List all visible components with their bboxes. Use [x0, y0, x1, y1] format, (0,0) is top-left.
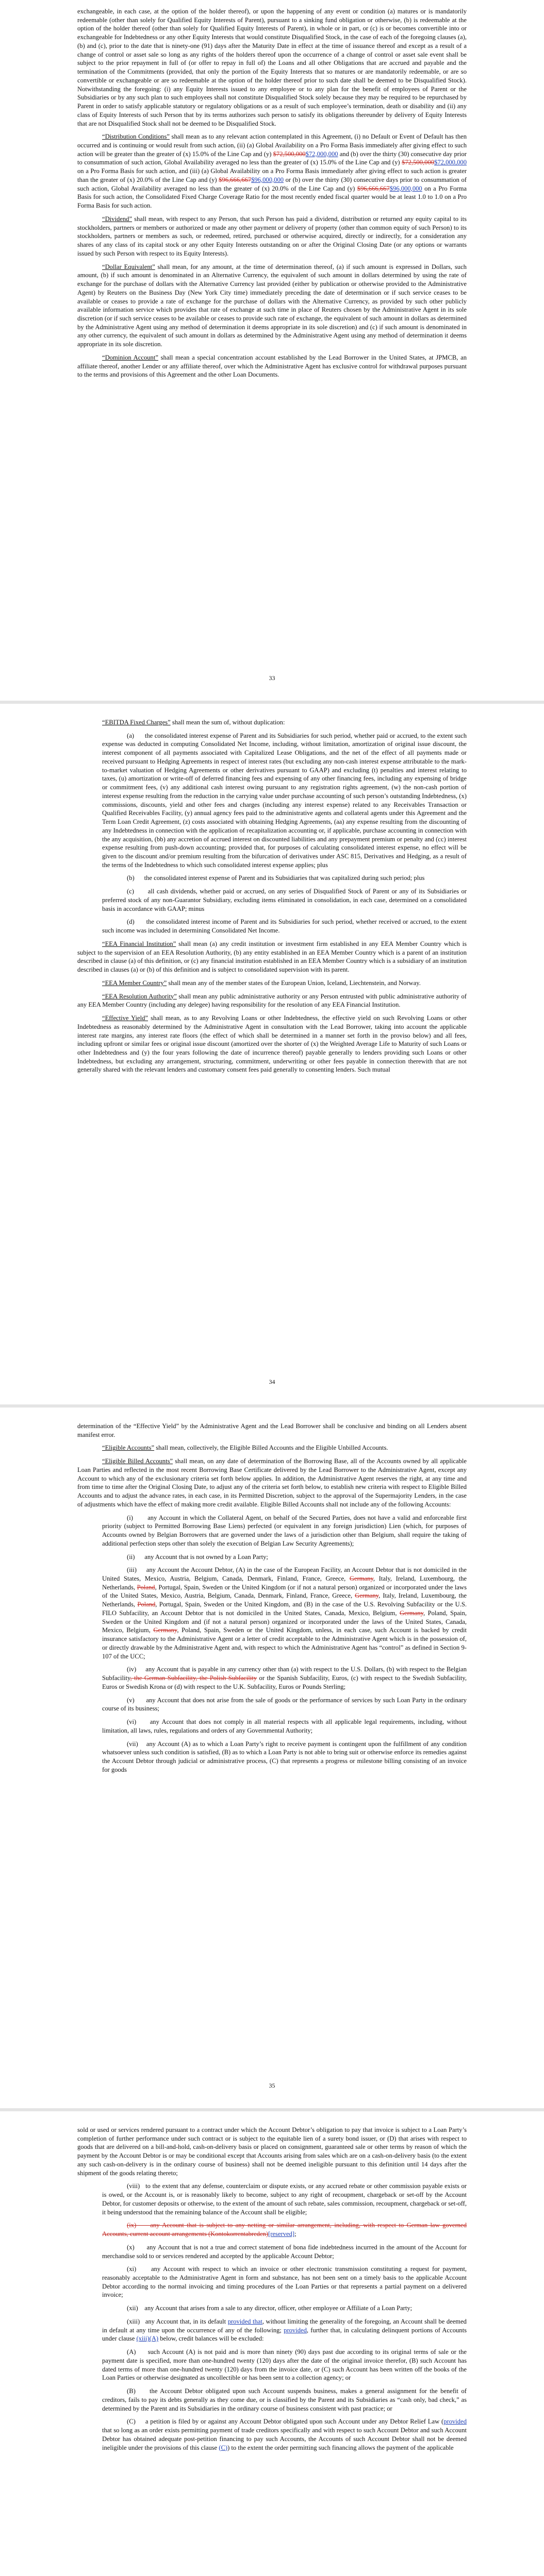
deleted-text: (ix) any Account that is subject to any netting or similar arrangement, including, with respect to German law governed Accounts, current account arrangements (Kontokorrentabreden)	[102, 2222, 467, 2238]
def-dividend	[77, 215, 467, 258]
def-distribution-conditions	[77, 132, 467, 210]
subclause-c	[77, 2417, 467, 2452]
clause-text: below, credit balances will be excluded:	[158, 2335, 264, 2343]
page-number: 33	[269, 674, 275, 682]
page-36	[0, 2111, 544, 2576]
def-eligible-accounts	[77, 1444, 467, 1452]
clause-text: (iv) any Account that is payable in any currency other than (a) with respect to the U.S. Dollars, (b) with respect to the Belgian Subfacility	[102, 1666, 467, 1682]
term-eligible-accounts: “Eligible Accounts”	[102, 1444, 155, 1452]
deleted-text: Poland	[137, 1583, 155, 1591]
clause-iv	[77, 1665, 467, 1691]
clause-text: , Portugal, Spain, Sweden or the United Kingdom (or if not a natural person) organized or incorporated under the laws of the United States, Mexico, Austria, Belgium, Canada, Denmark, Finland, France, Greece,	[102, 1583, 467, 1600]
clause-b: (b) the consolidated interest expense of Parent and its Subsidiaries that was capitalized during such period; plus	[127, 874, 425, 882]
def-text: shall mean, collectively, the Eligible Billed Accounts and the Eligible Unbilled Accounts.	[154, 1444, 388, 1452]
term-effective-yield: “Effective Yield”	[102, 1014, 149, 1022]
inserted-text: provided	[443, 2418, 467, 2426]
subclause-b: (B) the Account Debtor obligated upon such Account suspends business, makes a general assignment for the benefit of creditors, fails to pay its debts generally as they come due, or is classified by the Parent and its Subsidiaries as “cash only, bad check,” as determined by the Parent and its Subsidiaries in the ordinary course of business consistent with past practice; or	[102, 2387, 467, 2412]
deleted-text: Poland	[137, 1601, 156, 1608]
def-text: shall mean, for any amount, at the time of determination thereof, (a) if such amount is expressed in Dollars, such amount, (b) if such amount is denominated in an Alternative Currency, the equivalent of such amount in dollars determined by using the rate of exchange for the purchase of dollars with the Alternative Currency last provided (either by publication or otherwise provided to the Administrative Agent) by Reuters on the Business Day (New York City time) immediately preceding the date of determination or if such service ceases to be available or ceases to provide a rate of exchange for the purchase of dollars with the Alternative Currency, as provided by such other publicly available information service which provides that rate of exchange at such time in place of Reuters chosen by the Administrative Agent in its sole discretion (or if such service ceases to be available or ceases to provide such rate of exchange, the equivalent of such amount in dollars as determined by the Administrative Agent using any method of determination it deems appropriate in its sole discretion) and (c) if such amount is denominated in any other currency, the equivalent of such amount in dollars as determined by the Administrative Agent using any method of determination it deems appropriate in its sole discretion.	[77, 263, 467, 348]
deleted-text: $72,500,000	[273, 150, 306, 158]
page-33	[0, 0, 544, 701]
deleted-text: Germany	[399, 1609, 423, 1617]
def-text: on a Pro Forma Basis for such action, and (iii) (a) Global Availability on a Pro Forma Basis immediately after giving effect to such action is greater than the greater of (x) 20.0% of the Line Cap and (y)	[77, 167, 467, 183]
effective-yield-continuation: determination of the “Effective Yield” by the Administrative Agent and the Lead Borrower shall be conclusive and binding on all Lenders absent manifest error.	[77, 1422, 467, 1438]
clause-d: (d) the consolidated interest income of Parent and its Subsidiaries for such period, whether received or accrued, to the extent such income was included in determining Consolidated Net Income.	[102, 918, 467, 935]
clause-text: , without limiting the generality of the foregoing, an Account shall be deemed in default at any time upon the occurrence of any of the following;	[102, 2317, 467, 2334]
clause-vii-continuation: sold or used or services rendered pursuant to a contract under which the Account Debtor’s obligation to pay that invoice is subject to a Loan Party’s completion of further performance under such contract or is subject to the equitable lien of a surety bond issuer, or (D) that arises with respect to goods that are delivered on a bill-and-hold, cash-on-delivery basis or placed on consignment, guaranteed sale or other terms by reason of which the payment by the Account Debtor is or may be conditional except that Accounts arising from sales which are on a cash-on-delivery basis (to the extent any such cash-on-delivery is in the ordinary course of business) shall not be deemed ineligible pursuant to this definition until 14 days after the shipment of the goods relating thereto;	[77, 2126, 467, 2177]
term-eligible-billed-accounts: “Eligible Billed Accounts”	[102, 1458, 173, 1465]
inserted-text: (xiii)(A)	[136, 2335, 159, 2343]
clause-viii: (viii) to the extent that any defense, counterclaim or dispute exists, or any accrued rebate or other commission payable exists or is owed, or the Account is, or is reasonably likely to become, subject to any right of recoupment, chargeback or set-off by the Account Debtor, for customer deposits or otherwise, to the extent of the amount of such rebate, sales commission, recoupment, chargeback or set-off, it being understood that the remaining balance of the Account shall be eligible;	[102, 2182, 467, 2216]
clause-text: (C) a petition is filed by or against any Account Debtor obligated upon such Account under any Debtor Relief Law (	[127, 2418, 444, 2426]
clause-text: (xiii) any Account that, in its default	[127, 2317, 228, 2325]
clause-iii	[77, 1566, 467, 1660]
clause-i: (i) any Account in which the Collateral Agent, on behalf of the Secured Parties, does not have a valid and enforceable first priority (subject to Permitted Borrowing Base Liens) perfected (or equivalent in any foreign jurisdiction) Lien (which, for purposes of Accounts owned by Belgian Borrowers that are governed under the laws of a jurisdiction other than Belgium, shall require the taking of additional perfection steps other than solely the execution of Belgian Law Security Agreements);	[102, 1514, 467, 1547]
term-dividend: “Dividend”	[102, 215, 133, 223]
def-text: shall mean the sum of, without duplication:	[170, 719, 285, 726]
def-text: shall mean (a) any credit institution or investment firm established in any EEA Member Country which is subject to the supervision of an EEA Resolution Authority, (b) any entity established in an EEA Member Country which is a parent of an institution described in clause (a) of this definition, or (c) any financial institution established in an EEA Member Country which is a subsidiary of an institution described in clauses (a) or (b) of this definition and is subject to consolidated supervision with its parent.	[77, 940, 467, 974]
def-ebitda-fixed-charges	[77, 718, 467, 727]
def-text: or (b) over the thirty (30) consecutive days prior to consummation of such action, Global Availability averaged no less than the greater of (x) 20.0% of the Line Cap and (y)	[77, 176, 467, 192]
page-34	[0, 704, 544, 1404]
subclause-a: (A) such Account (A) is not paid and is more than ninety (90) days past due according to its original terms of sale or the payment date is specified, more than one-hundred twenty (120) days after the date of the original invoice therefor, (B) such Account has dated terms of more than one-hundred twenty (120) days from the invoice date, or (C) such Account has been written off the books of the Loan Parties or otherwise designated as uncollectible or has been sent to a collection agency; or	[102, 2348, 467, 2382]
clause-ix	[77, 2221, 467, 2238]
clause-vii: (vii) any Account (A) as to which a Loan Party’s right to receive payment is contingent upon the fulfillment of any condition whatsoever unless such condition is satisfied, (B) as to which a Loan Party is not able to bring suit or otherwise enforce its remedies against the Account Debtor through judicial or administrative process, (C) that represents a progress or milestone billing consisting of an invoice for goods	[102, 1740, 467, 1773]
disqualified-stock-continuation: exchangeable, in each case, at the option of the holder thereof), or upon the happening of any event or condition (a) matures or is mandatorily redeemable (other than solely for Qualified Equity Interests of Parent), pursuant to a sinking fund obligation or otherwise, (b) is redeemable at the option of the holder thereof (other than solely for Qualified Equity Interests of Parent), in whole or in part, or (c) is or becomes convertible into or exchangeable for Indebtedness or any other Equity Interests that would constitute Disqualified Stock, in the case of each of the foregoing clauses (a), (b) and (c), prior to the date that is ninety-one (91) days after the Maturity Date in effect at the time of issuance thereof and except as a result of a change of control or asset sale so long as any rights of the holders thereof upon the occurrence of a change of control or asset sale event shall be subject to the prior repayment in full of (or offer to repay in full of) the Loans and all other Obligations that are accrued and payable and the termination of the Commitments (provided, that only the portion of the Equity Interests that so matures or are mandatorily redeemable, or are so convertible or exchangeable or are so redeemable at the option of the holder thereof prior to such date shall be deemed to be Disqualified Stock). Notwithstanding the foregoing: (i) any Equity Interests issued to any employee or to any plan for the benefit of employees of Parent or the Subsidiaries or by any such plan to such employees shall not constitute Disqualified Stock solely because they may be required to be repurchased by Parent in order to satisfy applicable statutory or regulatory obligations or as a result of such employee’s termination, death or disability and (ii) any class of Equity Interests of such Person that by its terms authorizes such person to satisfy its obligations thereunder by delivery of Equity Interests that are not Disqualified Stock shall not be deemed to be Disqualified Stock.	[77, 8, 467, 127]
def-text: shall mean, as to any Revolving Loans or other Indebtedness, the effective yield on such Revolving Loans or other Indebtedness as reasonably determined by the Administrative Agent in consultation with the Lead Borrower, taking into account the applicable interest rate margins, any interest rate floors (the effect of which shall be determined in a manner set forth in the proviso below) and all fees, including upfront or similar fees or original issue discount (amortized over the shorter of (x) the Weighted Average Life to Maturity of such Loans or other Indebtedness and (y) the four years following the date of incurrence thereof) payable generally to lenders providing such Loans or other Indebtedness, but excluding any arrangement, structuring, commitment, underwriting or other fees payable in connection therewith that are not generally shared with the relevant lenders and customary consent fees paid generally to consenting lenders. Such mutual	[77, 1014, 467, 1074]
inserted-text: $96,000,000	[251, 176, 284, 183]
def-text: shall mean as to any relevant action contemplated in this Agreement, (i) no Default or Event of Default has then occurred and is continuing or would result from such action, (ii) (a) Global Availability on a Pro Forma Basis immediately after giving effect to such action will be greater than the greater of (x) 15.0% of the Line Cap and (y)	[77, 133, 467, 158]
inserted-text: $72,000,000	[305, 150, 338, 158]
def-dollar-equivalent	[77, 263, 467, 349]
term-dollar-equivalent: “Dollar Equivalent”	[102, 263, 155, 270]
clause-xii: (xii) any Account that arises from a sale to any director, officer, other employee or Affiliate of a Loan Party;	[127, 2304, 413, 2312]
deleted-text: Germany	[153, 1626, 177, 1634]
def-eea-resolution-authority	[77, 992, 467, 1009]
clause-v: (v) any Account that does not arise from the sale of goods or the performance of services by such Loan Party in the ordinary course of its business;	[102, 1696, 467, 1713]
clause-text: ) to the extent the order permitting such financing allows the payment of the applicable	[227, 2444, 454, 2451]
deleted-text: $96,666,667	[357, 184, 390, 192]
clause-a: (a) the consolidated interest expense of Parent and its Subsidiaries for such period, whether paid or accrued, to the extent such expense was deducted in computing Consolidated Net Income, including, without limitation, amortization of original issue discount, the interest component of all payments associated with Capitalized Lease Obligations, and the net of the effect of all payments made or received pursuant to Hedging Agreements in respect of interest rates (but excluding any non-cash interest expense attributable to the mark-to-market valuation of Hedging Agreements or other derivatives pursuant to GAAP) and excluding (t) penalties and interest relating to taxes, (u) amortization or write-off of deferred financing fees and expensing of any other financing fees, including any expensing of bridge or commitment fees, (v) any additional cash interest owing pursuant to any registration rights agreement, (w) the non-cash portion of interest expense resulting from the reduction in the carrying value under purchase accounting of such person’s outstanding Indebtedness, (x) commissions, discounts, yield and other fees and charges (including any interest expense) related to any Receivables Transaction or Qualified Receivables Facility, (y) annual agency fees paid to the administrative agents and collateral agents under this Agreement and the Term Loan Credit Agreement, (z) costs associated with obtaining Hedging Agreements, (aa) any expense resulting from the discounting of any Indebtedness in connection with the application of recapitalization accounting or, if applicable, purchase accounting in connection with the any acquisition, (bb) any accretion of accrued interest on discounted liabilities and any prepayment premium or penalty and (cc) interest expense resulting from push-down accounting; provided that, for purposes of calculating consolidated interest expense, no effect will be given to the discount and/or premium resulting from the bifurcation of derivatives under ASC 815, Derivatives and Hedging, as a result of the terms of the Indebtedness to which such consolidated interest expense applies; plus	[102, 732, 467, 869]
def-eea-financial-institution	[77, 940, 467, 974]
inserted-text: (C)	[219, 2444, 228, 2451]
deleted-text: $96,666,667	[219, 176, 252, 183]
clause-ii: (ii) any Account that is not owned by a Loan Party;	[127, 1553, 268, 1561]
clause-c: (c) all cash dividends, whether paid or accrued, on any series of Disqualified Stock of Parent or any of its Subsidiaries or preferred stock of any non-Guarantor Subsidiary, excluding items eliminated in consolidation, in each case, determined on a consolidated basis in accordance with GAAP; minus	[102, 888, 467, 912]
page-number: 35	[269, 2082, 275, 2089]
term-eea-financial-institution: “EEA Financial Institution”	[102, 940, 176, 947]
clause-vi: (vi) any Account that does not comply in all material respects with all applicable legal requirements, including, without limitation, all laws, rules, regulations and orders of any Governmental Authority;	[102, 1718, 467, 1734]
clause-text: ;	[294, 2230, 296, 2238]
clause-text: , Italy, Ireland, Luxembourg, the Netherlands,	[102, 1592, 467, 1608]
term-ebitda-fixed-charges: “EBITDA Fixed Charges”	[102, 719, 171, 726]
def-eea-member-country	[77, 979, 467, 988]
deleted-text: $72,500,000	[402, 159, 435, 166]
inserted-text: provided that	[227, 2317, 262, 2325]
clause-text: , Portugal, Spain, Sweden or the United Kingdom, and (B) in the case of the U.S. Revolving Subfacility or the U.S. FILO Subfacility, an Account Debtor that is not domiciled in the United States, Canada, Mexico, Belgium,	[102, 1601, 467, 1617]
deleted-text: Germany	[349, 1575, 373, 1583]
page-number: 34	[269, 1378, 275, 1385]
def-effective-yield	[77, 1014, 467, 1074]
clause-text: , Poland, Spain, Sweden or the United Kingdom, unless, in each case, such Account is backed by credit insurance satisfactory to the Administrative Agent or a letter of credit acceptable to the Administrative Agent which is in the possession of, or directly drawable by the Administrative Agent and, with respect to which the Administrative Agent has “control” as defined in Section 9-107 of the UCC;	[102, 1626, 467, 1660]
def-text: and (b) over the thirty (30) consecutive day prior to consummation of such action, Global Availability averaged no less than the greater of (x) 15.0% of the Line Cap and (y)	[77, 150, 467, 166]
inserted-text: [reserved]	[268, 2230, 295, 2238]
inserted-text: $72,000,000	[434, 159, 467, 166]
deleted-text: , the German Subfacility, the Polish Subfacility	[130, 1674, 257, 1682]
def-text: on a Pro Forma Basis for such action, the Consolidated Fixed Charge Coverage Ratio for the most recently ended fiscal quarter would be at least 1.0 to 1.0 on a Pro Forma Basis for such action.	[77, 184, 467, 210]
term-eea-member-country: “EEA Member Country”	[102, 979, 167, 987]
def-text: shall mean any of the member states of the European Union, Iceland, Liechtenstein, and Norway.	[167, 979, 421, 987]
def-text: shall mean, with respect to any Person, that such Person has paid a dividend, distribution or returned any equity capital to its stockholders, partners or members or authorized or made any other payment or delivery of property (other than common equity of such Person) to its stockholders, partners or members as such, or redeemed, retired, purchased or otherwise acquired, directly or indirectly, for a consideration any shares of any class of its capital stock or any other Equity Interests outstanding on or after the Original Closing Date (or any options or warrants issued by such Person with respect to its Equity Interests).	[77, 215, 467, 257]
clause-text: , further that, in calculating delinquent portions of Accounts under clause	[102, 2326, 467, 2343]
term-eea-resolution-authority: “EEA Resolution Authority”	[102, 992, 177, 1000]
inserted-text: provided	[284, 2326, 307, 2334]
def-eligible-billed-accounts	[77, 1457, 467, 1509]
term-distribution-conditions: “Distribution Conditions”	[102, 133, 170, 141]
def-text: shall mean any public administrative authority or any Person entrusted with public administrative authority of any EEA Member Country (including any delegee) having responsibility for the resolution of any EEA Financial Institution.	[77, 992, 467, 1009]
clause-x: (x) any Account that is not a true and correct statement of bona fide indebtedness incurred in the amount of the Account for merchandise sold to or services rendered and accepted by the applicable Account Debtor;	[102, 2243, 467, 2260]
clause-text: (iii) any Account the Account Debtor, (A) in the case of the European Facility, an Account Debtor that is not domiciled in the United States, Mexico, Austria, Belgium, Canada, Denmark, Finland, France, Greece,	[102, 1566, 467, 1583]
clause-xiii	[77, 2317, 467, 2343]
term-dominion-account: “Dominion Account”	[102, 353, 158, 361]
inserted-text: $96,000,000	[389, 184, 422, 192]
clause-text: , Poland, Spain, Sweden or the United Kingdom and (if not a natural person) organized or incorporated under the laws of the United States, Canada, Mexico, Belgium,	[102, 1609, 467, 1634]
def-dominion-account	[77, 353, 467, 379]
def-text: shall mean a special concentration account established by the Lead Borrower in the United States, at JPMCB, an affiliate thereof, another Lender or any affiliate thereof, over which the Administrative Agent has exclusive control for withdrawal purposes pursuant to the terms and provisions of this Agreement and the other Loan Documents.	[77, 353, 467, 379]
page-35	[0, 1408, 544, 2108]
clause-text: , Italy, Ireland, Luxembourg, the Netherlands,	[102, 1575, 467, 1591]
clause-text: or the Spanish Subfacility, Euros, (c) with respect to the Swedish Subfacility, Euros or Swedish Krona or (d) with respect to the U.K. Subfacility, Euros or Pounds Sterling;	[102, 1674, 467, 1690]
clause-xi: (xi) any Account with respect to which an invoice or other electronic transmission constituting a request for payment, reasonably acceptable to the Administrative Agent in form and substance, has not been sent on a timely basis to the applicable Account Debtor according to the normal invoicing and timing procedures of the Loan Parties or that represents a partial payment on a delivered invoice;	[102, 2265, 467, 2299]
clause-text: that so long as an order exists permitting payment of trade creditors specifically and with respect to such Account Debtor and such Account Debtor has obtained adequate post-petition financing to pay such Accounts, the Accounts of such Account Debtor shall not be deemed ineligible under the provisions of this clause	[102, 2427, 467, 2451]
def-text: shall mean, on any date of determination of the Borrowing Base, all of the Accounts owned by all applicable Loan Parties and reflected in the most recent Borrowing Base Certificate delivered by the Lead Borrower to the Administrative Agent, except any Account to which any of the exclusionary criteria set forth below applies. In addition, the Administrative Agent reserves the right, at any time and from time to time after the Original Closing Date, to adjust any of the criteria set forth below, to establish new criteria with respect to Eligible Billed Accounts and to adjust the advance rates, in each case, in its Permitted Discretion, subject to the approval of the Supermajority Lenders, in the case of adjustments which have the effect of making more credit available. Eligible Billed Accounts shall not include any of the following Accounts:	[77, 1458, 467, 1508]
deleted-text: Germany	[355, 1592, 379, 1600]
